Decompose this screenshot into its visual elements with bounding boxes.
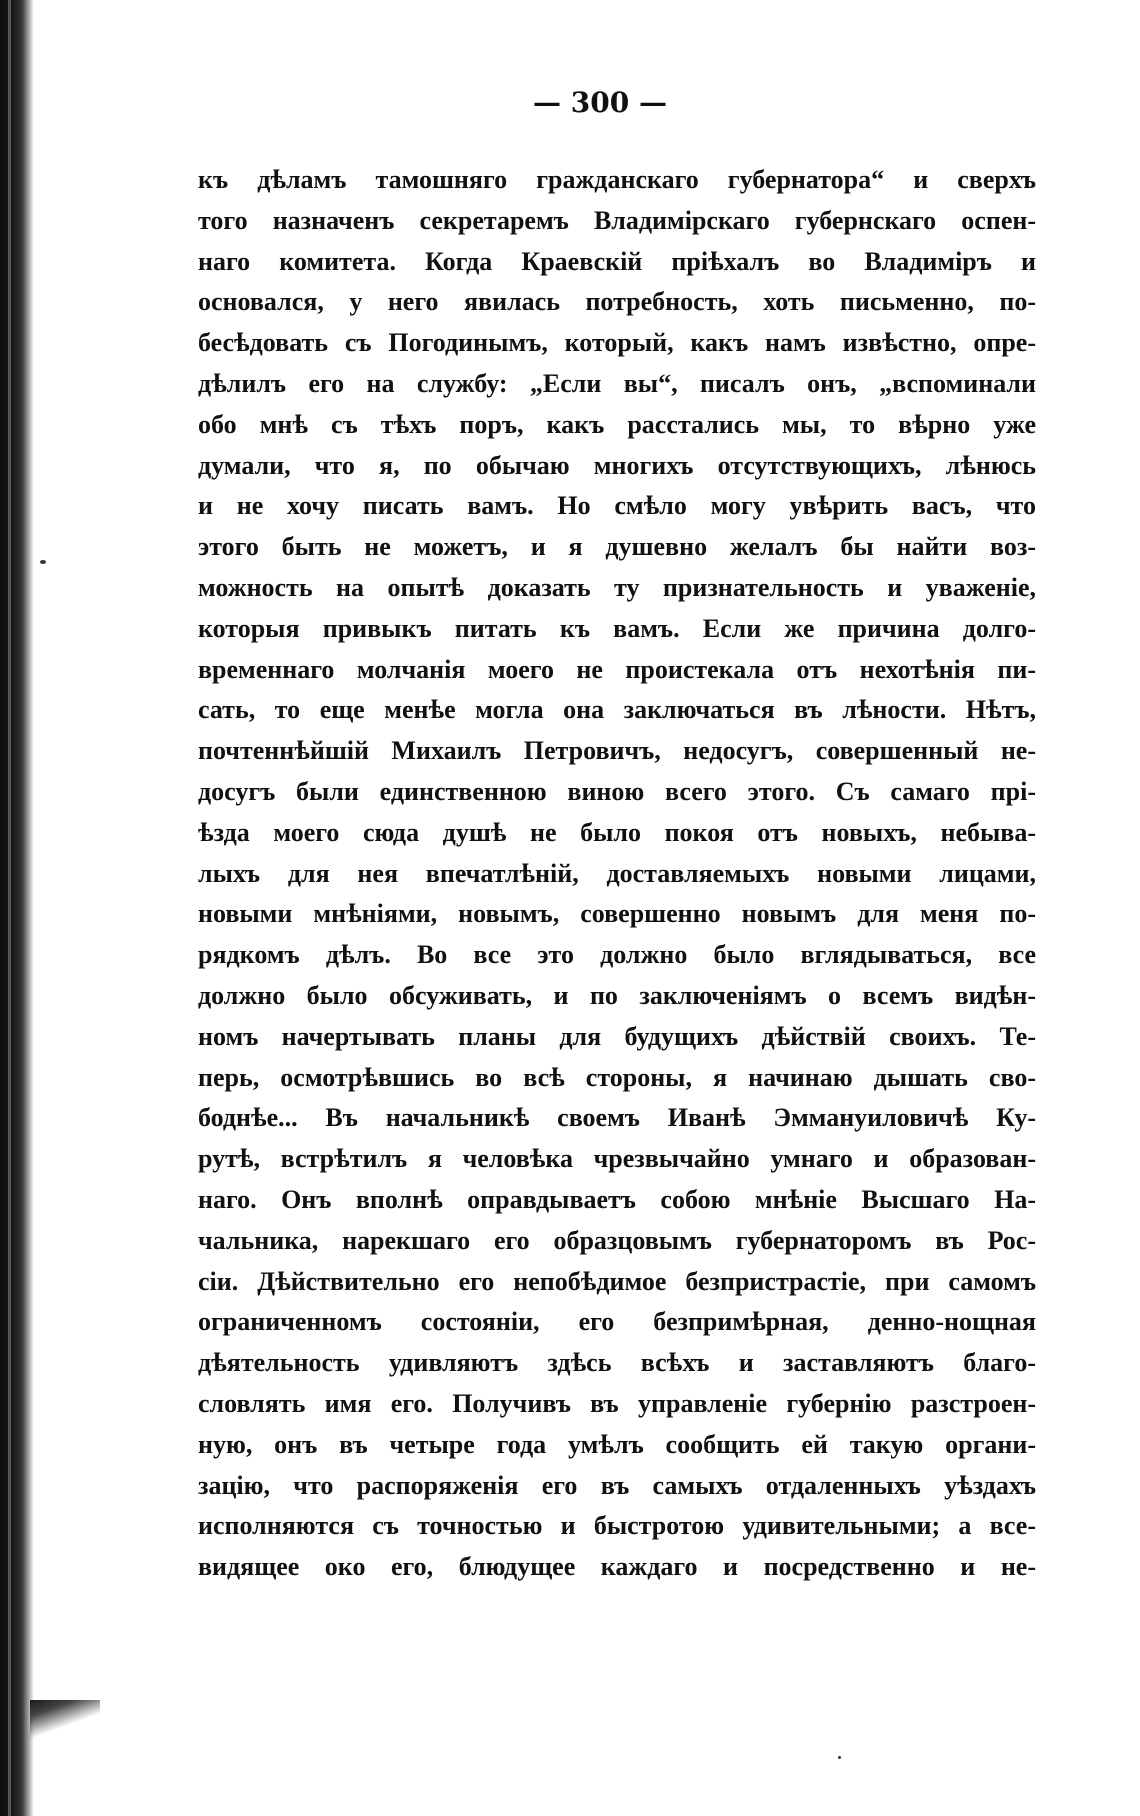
text-line: сать, то еще менѣе могла она заключаться въ лѣности. Нѣтъ, (198, 695, 1036, 725)
text-line: лыхъ для нея впечатлѣній, доставляемыхъ новыми лицами, (198, 858, 1036, 888)
page-number: — 300 — (533, 86, 667, 119)
text-line: зацію, что распоряженія его въ самыхъ отдаленныхъ уѣздахъ (198, 1470, 1036, 1500)
text-line: которыя привыкъ питать къ вамъ. Если же причина долго- (198, 613, 1036, 643)
text-line: этого быть не можетъ, и я душевно желалъ бы найти воз- (198, 532, 1036, 562)
text-line: къ дѣламъ тамошняго гражданскаго губернатора“ и сверхъ (198, 165, 1036, 194)
text-line: думали, что я, по обычаю многихъ отсутствующихъ, лѣнюсь (198, 450, 1036, 480)
text-line: новыми мнѣніями, новымъ, совершенно новымъ для меня по- (198, 899, 1036, 929)
text-line: видящее око его, блюдущее каждаго и посредственно и не- (198, 1552, 1036, 1582)
body-text (198, 160, 1036, 1588)
text-line: почтеннѣйшій Михаилъ Петровичъ, недосугъ, совершенный не- (198, 736, 1036, 766)
text-line: можность на опытѣ доказать ту признательность и уваженіе, (198, 572, 1036, 602)
text-line: перь, осмотрѣвшись во всѣ стороны, я начинаю дышать сво- (198, 1062, 1036, 1092)
text-line: рутѣ, встрѣтилъ я человѣка чрезвычайно умнаго и образован- (198, 1144, 1036, 1174)
binding-fray (30, 1700, 100, 1740)
text-line: досугъ были единственною виною всего этого. Съ самаго прі- (198, 776, 1036, 806)
text-line: ограниченномъ состояніи, его безпримѣрная, денно-нощная (198, 1307, 1036, 1337)
ink-speck (40, 560, 46, 564)
text-line: рядкомъ дѣлъ. Во все это должно было вглядываться, все (198, 940, 1036, 970)
text-line: и не хочу писать вамъ. Но смѣло могу увѣрить васъ, что (198, 491, 1036, 521)
text-line: боднѣе... Въ начальникѣ своемъ Иванѣ Эммануиловичѣ Ку- (198, 1103, 1036, 1133)
text-line: дѣлилъ его на службу: „Если вы“, писалъ онъ, „вспоминали (198, 368, 1036, 398)
binding-streak (8, 0, 11, 1816)
text-line: номъ начертывать планы для будущихъ дѣйствій своихъ. Те- (198, 1021, 1036, 1051)
text-line: обо мнѣ съ тѣхъ поръ, какъ расстались мы, то вѣрно уже (198, 409, 1036, 439)
text-line: исполняются съ точностью и быстротою удивительными; а все- (198, 1511, 1036, 1541)
text-line: бесѣдовать съ Погодинымъ, который, какъ намъ извѣстно, опре- (198, 328, 1036, 358)
text-line: наго комитета. Когда Краевскій пріѣхалъ во Владиміръ и (198, 246, 1036, 276)
text-line: того назначенъ секретаремъ Владимірскаго губернскаго оспен- (198, 205, 1036, 235)
text-line: наго. Онъ вполнѣ оправдываетъ собою мнѣніе Высшаго На- (198, 1184, 1036, 1214)
text-line: чальника, нарекшаго его образцовымъ губернаторомъ въ Рос- (198, 1225, 1036, 1255)
text-line: сіи. Дѣйствительно его непобѣдимое безпристрастіе, при самомъ (198, 1266, 1036, 1296)
text-line: основался, у него явилась потребность, хоть письменно, по- (198, 287, 1036, 317)
book-binding-edge (0, 0, 34, 1816)
text-line: ную, онъ въ четыре года умѣлъ сообщить ей такую органи- (198, 1429, 1036, 1459)
text-line: временнаго молчанія моего не проистекала отъ нехотѣнія пи- (198, 654, 1036, 684)
text-line: словлять имя его. Получивъ въ управленіе губернію разстроен- (198, 1388, 1036, 1418)
text-line: ѣзда моего сюда душѣ не было покоя отъ новыхъ, небыва- (198, 817, 1036, 847)
ink-speck (838, 1756, 841, 1759)
text-line: должно было обсуживать, и по заключеніямъ о всемъ видѣн- (198, 980, 1036, 1010)
text-line: дѣятельность удивляютъ здѣсь всѣхъ и заставляютъ благо- (198, 1348, 1036, 1378)
